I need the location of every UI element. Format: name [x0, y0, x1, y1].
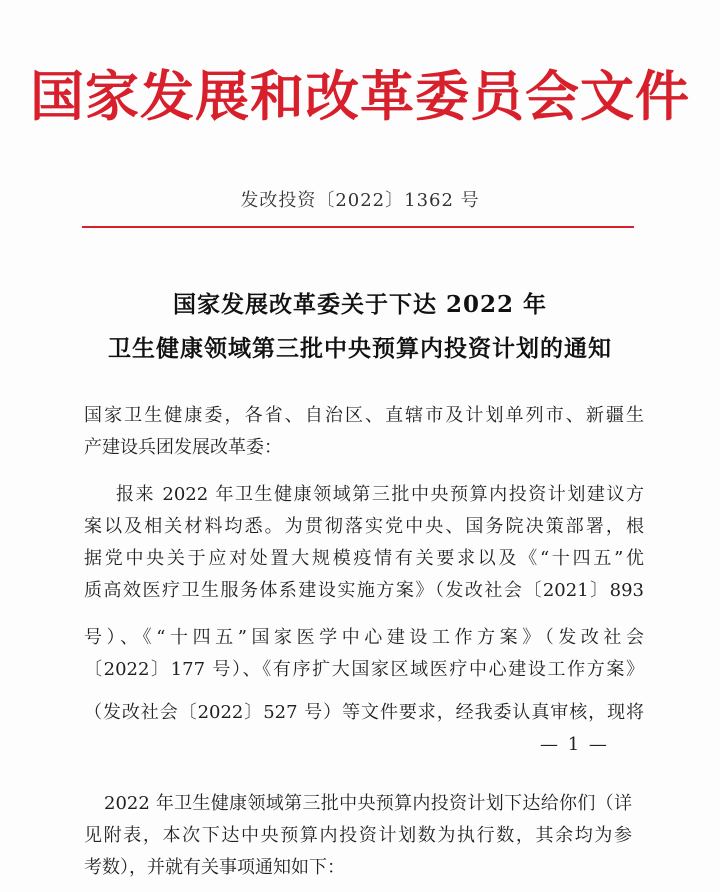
- recipients-line-1: 国家卫生健康委，各省、自治区、直辖市及计划单列市、新疆生: [84, 405, 644, 426]
- page2-line: 见附表，本次下达中央预算内投资计划数为执行数，其余均为参: [84, 825, 632, 846]
- page2-line: 2022 年卫生健康领域第三批中央预算内投资计划下达给你们（详: [104, 793, 632, 814]
- page-number: — 1 —: [540, 734, 609, 755]
- document-header-title: 国家发展和改革委员会文件: [30, 64, 690, 128]
- recipients-line-2: 产建设兵团发展改革委：: [84, 437, 282, 458]
- red-divider-line: [82, 226, 634, 228]
- paragraph-line: 据党中央关于应对处置大规模疫情有关要求以及《“十四五”优: [84, 548, 644, 569]
- notice-title-line-2: 卫生健康领域第三批中央预算内投资计划的通知: [108, 335, 612, 362]
- paragraph-line: 报来 2022 年卫生健康领域第三批中央预算内投资计划建议方: [116, 484, 644, 505]
- paragraph-line: 〔2022〕177 号）、《有序扩大国家区域医疗中心建设工作方案》: [84, 659, 644, 680]
- notice-title-line-1: 国家发展改革委关于下达 2022 年: [172, 291, 548, 318]
- paragraph-line: 质高效医疗卫生服务体系建设实施方案》（发改社会〔2021〕893: [84, 580, 644, 601]
- page2-line: 考数），并就有关事项通知如下：: [84, 857, 345, 878]
- paragraph-line: 案以及相关材料均悉。为贯彻落实党中央、国务院决策部署，根: [84, 516, 644, 537]
- paragraph-line: （发改社会〔2022〕527 号）等文件要求，经我委认真审核，现将: [84, 702, 644, 723]
- document-number: 发改投资〔2022〕1362 号: [240, 190, 480, 211]
- paragraph-line: 号）、《“十四五”国家医学中心建设工作方案》（发改社会: [84, 627, 644, 648]
